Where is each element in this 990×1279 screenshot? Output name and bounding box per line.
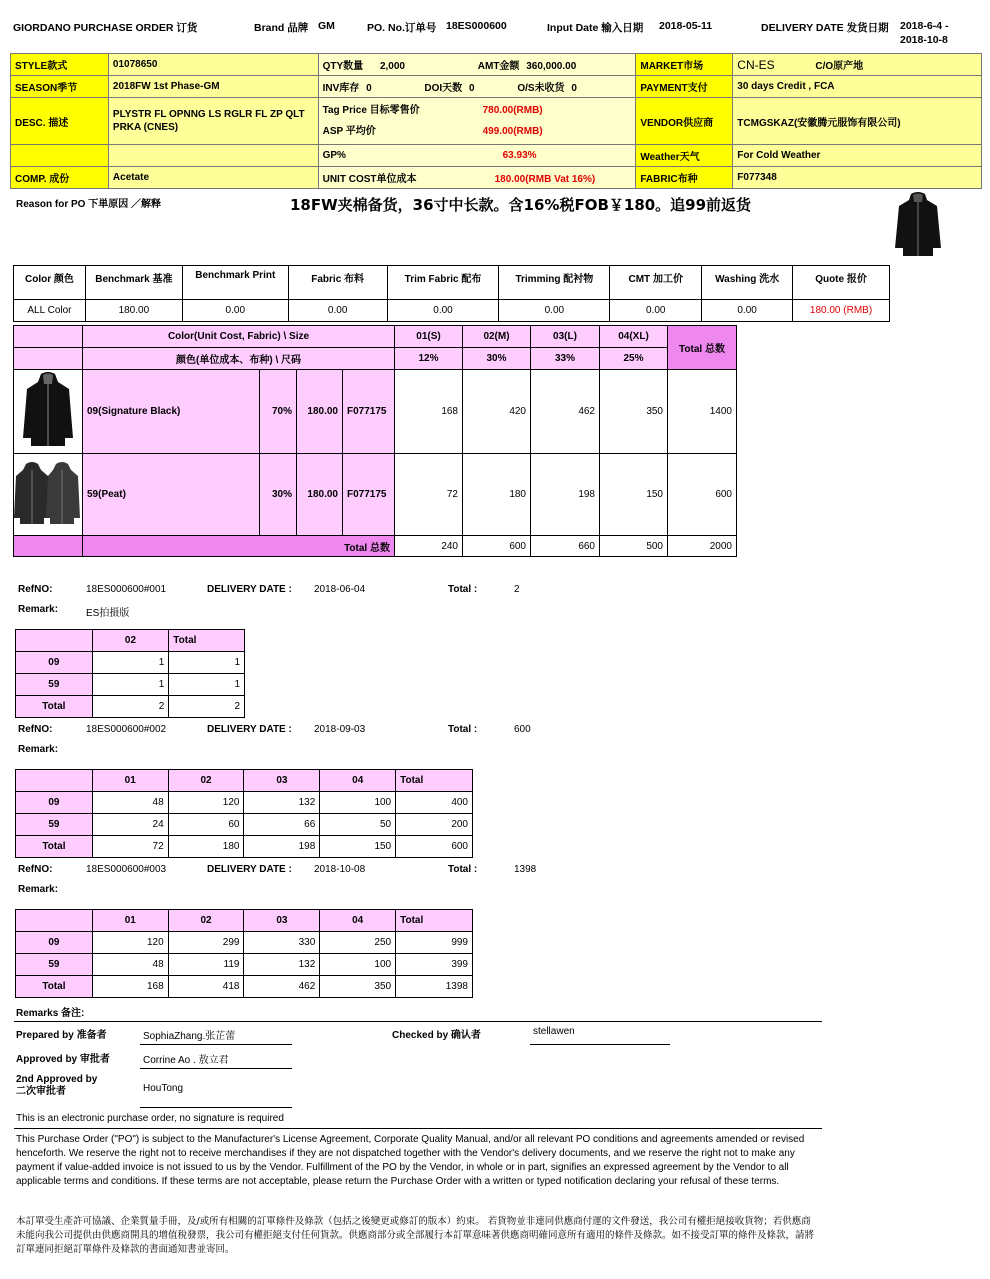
- size-color-table: [13, 325, 737, 557]
- cost-header-row: [14, 266, 890, 300]
- delivery-1-row-09-02: 1: [92, 652, 169, 674]
- season-value: 2018FW 1st Phase-GM: [108, 76, 318, 98]
- delivery-3-row-59-01: 48: [92, 954, 168, 976]
- delivery-3-row-59-04: 100: [320, 954, 396, 976]
- delivery-1-ref-label: RefNO:: [18, 584, 53, 595]
- size-row-black-l: 462: [531, 370, 600, 454]
- os-label: O/S未收货: [517, 83, 565, 94]
- delivery-3-row-59-total: 399: [396, 954, 473, 976]
- delivery-3-header: [16, 910, 473, 932]
- delivery-2-row-09: [16, 792, 473, 814]
- delivery-1-row-09-color: 09: [16, 652, 93, 674]
- size-total-label: Total 总数: [83, 536, 395, 557]
- terms-chinese: 本訂單受生產許可協議、企業質量手冊，及/或所有相關的訂單條件及條款（包括之後變更或修訂的版本）約束。 若貨物並非連同供應商付運的文件發送，我公司有權拒絕接收貨物；若供應商未能向我公司提供由供應商開具的增值稅發票，我公司有權拒絕支付任何貨款。供應商部分或全部履行本訂單意味著供應商明確同意所有適用的條件及條款。如不接受訂單的條件及條款，請將訂單連同拒絕訂單條件及條款的書面通知書並寄回。: [16, 1216, 815, 1255]
- size-total-all: 2000: [668, 536, 737, 557]
- delivery-2-row-09-color: 09: [16, 792, 93, 814]
- po-no-value: 18ES000600: [446, 20, 507, 32]
- desc-value: PLYSTR FL OPNNG LS RGLR FL ZP QLT PRKA (CNES): [108, 98, 318, 145]
- reason-text: 18FW夹棉备货，36寸中长款。含16%税FOB￥180。追99前返货: [290, 196, 752, 214]
- tag-price-label: Tag Price 目标零售价: [322, 105, 420, 116]
- size-row-peat-s: 72: [395, 454, 463, 536]
- price-cell: [318, 98, 636, 145]
- blank-value: [108, 145, 318, 167]
- market-cell: [733, 54, 982, 76]
- delivery-1-total: 2: [514, 584, 520, 595]
- cost-value-fabric: 0.00: [288, 300, 387, 322]
- delivery-3-total: 1398: [514, 864, 537, 875]
- delivery-1-row-59-02: 1: [92, 674, 169, 696]
- delivery-3-col-total: Total: [396, 910, 473, 932]
- delivery-1-total-label: Total :: [448, 584, 478, 595]
- delivery-2-row-09-total: 400: [396, 792, 473, 814]
- approved-label: Approved by 审批者: [16, 1054, 110, 1065]
- second-approved-value: HouTong: [143, 1083, 184, 1094]
- season-label: SEASON季节: [11, 76, 109, 98]
- delivery-1-table: [15, 629, 245, 718]
- cost-value-benchmark-print: 0.00: [182, 300, 288, 322]
- cost-value-cmt: 0.00: [610, 300, 702, 322]
- comp-label: COMP. 成份: [11, 167, 109, 189]
- cost-header-color: Color 颜色: [14, 266, 86, 300]
- delivery-3-row-59: [16, 954, 473, 976]
- size-row-black-fabric: F077175: [343, 370, 395, 454]
- remarks-divider: [14, 1021, 822, 1022]
- size-row-black: [14, 370, 737, 454]
- weather-label: Weather天气: [636, 145, 733, 167]
- delivery-2-foot-01: 72: [92, 836, 168, 858]
- delivery-2-foot-label: Total: [16, 836, 93, 858]
- delivery-1-row-09: [16, 652, 245, 674]
- cost-value-benchmark: 180.00: [85, 300, 182, 322]
- delivery-2-col-total: Total: [396, 770, 473, 792]
- style-value: 01078650: [108, 54, 318, 76]
- delivery-2-row-59-03: 66: [244, 814, 320, 836]
- checked-line: [530, 1044, 670, 1045]
- weather-value: For Cold Weather: [733, 145, 982, 167]
- asp-value: 499.00(RMB): [482, 126, 543, 137]
- size-row-peat-fabric: F077175: [343, 454, 395, 536]
- comp-value: Acetate: [108, 167, 318, 189]
- cost-header-fabric: Fabric 布料: [288, 266, 387, 300]
- delivery-date-label: DELIVERY DATE 发货日期: [761, 22, 889, 34]
- delivery-2-foot-total: 600: [396, 836, 473, 858]
- delivery-1-row-59-color: 59: [16, 674, 93, 696]
- approved-value: Corrine Ao . 敖立君: [143, 1055, 229, 1066]
- color-image-peat: [14, 454, 83, 536]
- size-row-peat-total: 600: [668, 454, 737, 536]
- inv-cell: [318, 76, 636, 98]
- delivery-3-row-59-03: 132: [244, 954, 320, 976]
- delivery-3-ref-label: RefNO:: [18, 864, 53, 875]
- delivery-3-row-59-color: 59: [16, 954, 93, 976]
- cost-value-quote: 180.00 (RMB): [793, 300, 890, 322]
- size-row-peat-l: 198: [531, 454, 600, 536]
- size-header-zh: 颜色(单位成本、布种) \ 尺码: [83, 348, 395, 370]
- size-row-black-cost: 180.00: [297, 370, 343, 454]
- amt-value: 360,000.00: [526, 61, 577, 72]
- brand-label: Brand 品牌: [254, 22, 309, 34]
- market-label: MARKET市场: [636, 54, 733, 76]
- size-header-l: 03(L): [531, 326, 600, 348]
- delivery-3-corner: [16, 910, 93, 932]
- prepared-label: Prepared by 准备者: [16, 1030, 107, 1041]
- input-date-value: 2018-05-11: [659, 20, 713, 32]
- input-date-label: Input Date 输入日期: [547, 22, 644, 34]
- cost-value-washing: 0.00: [702, 300, 793, 322]
- gp-label: GP%: [322, 150, 346, 161]
- size-pct-l: 33%: [531, 348, 600, 370]
- doi-label: DOI天数: [424, 83, 463, 94]
- delivery-date-start: 2018-6-4 -: [900, 20, 949, 32]
- prepared-line: [140, 1044, 292, 1045]
- delivery-2-corner: [16, 770, 93, 792]
- size-header-row-2: [14, 348, 737, 370]
- delivery-3-foot-01: 168: [92, 976, 168, 998]
- delivery-2-row-09-04: 100: [320, 792, 396, 814]
- size-row-black-m: 420: [463, 370, 531, 454]
- delivery-3-foot-total: 1398: [396, 976, 473, 998]
- delivery-1-foot-label: Total: [16, 696, 93, 718]
- vendor-label: VENDOR供应商: [636, 98, 733, 145]
- size-total-l: 660: [531, 536, 600, 557]
- vendor-value: TCMGSKAZ(安徽腾元服饰有限公司): [733, 98, 982, 145]
- delivery-3-row-09-02: 299: [168, 932, 244, 954]
- delivery-3-row-09-04: 250: [320, 932, 396, 954]
- delivery-1-date-label: DELIVERY DATE :: [207, 584, 292, 595]
- size-pct-s: 12%: [395, 348, 463, 370]
- size-header-m: 02(M): [463, 326, 531, 348]
- po-info-table: [10, 53, 982, 189]
- delivery-3-foot-03: 462: [244, 976, 320, 998]
- delivery-1-row-59-total: 1: [169, 674, 245, 696]
- delivery-1-row-59: [16, 674, 245, 696]
- delivery-3-row-09-01: 120: [92, 932, 168, 954]
- size-row-peat-pct: 30%: [260, 454, 297, 536]
- peat-jacket-icon: [14, 458, 82, 528]
- delivery-3-foot-label: Total: [16, 976, 93, 998]
- delivery-3-row-59-02: 119: [168, 954, 244, 976]
- size-pct-m: 30%: [463, 348, 531, 370]
- size-header-blank-1: [14, 326, 83, 348]
- delivery-2-ref-label: RefNO:: [18, 724, 53, 735]
- delivery-2-remark-label: Remark:: [18, 744, 59, 755]
- delivery-1-remark: ES拍摄版: [86, 608, 130, 619]
- size-row-black-total: 1400: [668, 370, 737, 454]
- delivery-2-col-02: 02: [168, 770, 244, 792]
- delivery-3-date: 2018-10-08: [314, 864, 366, 875]
- delivery-3-col-04: 04: [320, 910, 396, 932]
- size-row-black-pct: 70%: [260, 370, 297, 454]
- checked-label: Checked by 确认者: [392, 1030, 481, 1041]
- delivery-2-ref: 18ES000600#002: [86, 724, 167, 735]
- qty-value: 2,000: [379, 61, 405, 72]
- cost-header-benchmark: Benchmark 基准: [85, 266, 182, 300]
- size-row-black-s: 168: [395, 370, 463, 454]
- co-label: C/O原产地: [815, 61, 864, 72]
- terms-english: This Purchase Order ("PO") is subject to the Manufacturer's License Agreement, Corporate Quality Manual, and/or all relevant PO conditions and agreements amended or revised henceforth. We reserve the right not to receive merchandises if they are not dispatched together with the Vendor's delivery documents, and we reserve the right not to make any payment if value-added invoice is not issued to us by the Vendor. Fulfillment of the PO by the Vendor, in whole or in part, signifies an expressed agreement by the Vendor to all applicable terms and conditions. If these terms are not acceptable, please return the Purchase Order with a written or typed notification declaring your refusal of these terms.: [16, 1134, 805, 1187]
- inv-label: INV库存: [322, 83, 360, 94]
- delivery-3-date-label: DELIVERY DATE :: [207, 864, 292, 875]
- amt-label: AMT金额: [477, 61, 520, 72]
- cost-header-quote: Quote 报价: [793, 266, 890, 300]
- delivery-3-col-01: 01: [92, 910, 168, 932]
- size-total-xl: 500: [600, 536, 668, 557]
- size-row-black-color: 09(Signature Black): [83, 370, 260, 454]
- delivery-1-corner: [16, 630, 93, 652]
- po-title: GIORDANO PURCHASE ORDER 订货: [13, 22, 198, 34]
- cost-value-trim-fabric: 0.00: [387, 300, 499, 322]
- delivery-3-row-09-color: 09: [16, 932, 93, 954]
- delivery-1-remark-label: Remark:: [18, 604, 59, 615]
- delivery-2-col-04: 04: [320, 770, 396, 792]
- unit-cost-label: UNIT COST单位成本: [322, 174, 417, 185]
- delivery-3-row-09: [16, 932, 473, 954]
- delivery-2-row-59-total: 200: [396, 814, 473, 836]
- delivery-3-foot-04: 350: [320, 976, 396, 998]
- size-total-s: 240: [395, 536, 463, 557]
- delivery-1-ref: 18ES000600#001: [86, 584, 167, 595]
- checked-value: stellawen: [533, 1026, 575, 1037]
- cost-breakdown-table: [13, 265, 890, 322]
- tag-price-value: 780.00(RMB): [482, 105, 543, 116]
- delivery-1-total-row: [16, 696, 245, 718]
- delivery-2-col-01: 01: [92, 770, 168, 792]
- delivery-2-foot-03: 198: [244, 836, 320, 858]
- delivery-1-foot-02: 2: [92, 696, 169, 718]
- delivery-2-col-03: 03: [244, 770, 320, 792]
- delivery-2-row-59-01: 24: [92, 814, 168, 836]
- size-pct-xl: 25%: [600, 348, 668, 370]
- size-row-black-xl: 350: [600, 370, 668, 454]
- gp-value: 63.93%: [502, 150, 537, 161]
- delivery-1-row-09-total: 1: [169, 652, 245, 674]
- style-label: STYLE款式: [11, 54, 109, 76]
- delivery-2-row-59-04: 50: [320, 814, 396, 836]
- size-total-blank: [14, 536, 83, 557]
- delivery-2-row-59-02: 60: [168, 814, 244, 836]
- delivery-date-end: 2018-10-8: [900, 34, 948, 46]
- second-approved-label-zh: 二次审批者: [16, 1086, 66, 1097]
- po-no-label: PO. No.订单号: [367, 22, 437, 34]
- second-approved-label: [16, 1074, 97, 1098]
- doi-value: 0: [468, 83, 475, 94]
- delivery-3-row-09-total: 999: [396, 932, 473, 954]
- delivery-1-col-02: 02: [92, 630, 169, 652]
- black-jacket-icon: [21, 370, 75, 450]
- delivery-3-row-09-03: 330: [244, 932, 320, 954]
- delivery-2-foot-04: 150: [320, 836, 396, 858]
- delivery-3-total-label: Total :: [448, 864, 478, 875]
- asp-label: ASP 平均价: [322, 126, 376, 137]
- delivery-3-col-02: 02: [168, 910, 244, 932]
- size-row-peat: [14, 454, 737, 536]
- delivery-2-total: 600: [514, 724, 531, 735]
- gp-cell: [318, 145, 636, 167]
- delivery-1-foot-total: 2: [169, 696, 245, 718]
- prepared-value: SophiaZhang.张芷蕾: [143, 1031, 236, 1042]
- delivery-3-table: [15, 909, 473, 998]
- delivery-2-date-label: DELIVERY DATE :: [207, 724, 292, 735]
- jacket-thumbnail-icon: [893, 190, 943, 260]
- cost-value-row: [14, 300, 890, 322]
- delivery-1-date: 2018-06-04: [314, 584, 366, 595]
- market-value: CN-ES: [737, 58, 775, 72]
- cost-header-washing: Washing 洗水: [702, 266, 793, 300]
- size-header-row-1: [14, 326, 737, 348]
- delivery-2-total-label: Total :: [448, 724, 478, 735]
- size-header-xl: 04(XL): [600, 326, 668, 348]
- desc-label: DESC. 描述: [11, 98, 109, 145]
- delivery-2-row-59: [16, 814, 473, 836]
- qty-amt-cell: [318, 54, 636, 76]
- delivery-3-remark-label: Remark:: [18, 884, 59, 895]
- delivery-1-header: [16, 630, 245, 652]
- remarks-label: Remarks 备注:: [16, 1008, 85, 1019]
- payment-label: PAYMENT支付: [636, 76, 733, 98]
- delivery-2-row-09-02: 120: [168, 792, 244, 814]
- delivery-3-col-03: 03: [244, 910, 320, 932]
- second-approved-label-en: 2nd Approved by: [16, 1074, 98, 1085]
- approved-line: [140, 1068, 292, 1069]
- cost-header-trimming: Trimming 配衬物: [499, 266, 610, 300]
- terms-divider: [14, 1128, 822, 1129]
- cost-header-benchmark-print: Benchmark Print: [182, 266, 288, 300]
- delivery-2-date: 2018-09-03: [314, 724, 366, 735]
- blank-label: [11, 145, 109, 167]
- unit-cost-value: 180.00(RMB Vat 16%): [494, 174, 596, 185]
- cost-header-trim-fabric: Trim Fabric 配布: [387, 266, 499, 300]
- delivery-2-row-59-color: 59: [16, 814, 93, 836]
- size-row-peat-xl: 150: [600, 454, 668, 536]
- cost-header-cmt: CMT 加工价: [610, 266, 702, 300]
- qty-label: QTY数量: [322, 61, 364, 72]
- delivery-2-row-09-03: 132: [244, 792, 320, 814]
- delivery-3-ref: 18ES000600#003: [86, 864, 167, 875]
- fabric-label: FABRIC布种: [636, 167, 733, 189]
- size-row-peat-m: 180: [463, 454, 531, 536]
- payment-value: 30 days Credit , FCA: [733, 76, 982, 98]
- second-approved-line: [140, 1107, 292, 1108]
- unit-cost-cell: [318, 167, 636, 189]
- delivery-2-header: [16, 770, 473, 792]
- size-header-blank-2: [14, 348, 83, 370]
- delivery-3-total-row: [16, 976, 473, 998]
- delivery-3-foot-02: 418: [168, 976, 244, 998]
- brand-value: GM: [318, 20, 335, 32]
- inv-value: 0: [366, 83, 372, 94]
- delivery-2-row-09-01: 48: [92, 792, 168, 814]
- reason-label: Reason for PO 下単原因 ／解释: [16, 199, 162, 210]
- cost-value-trimming: 0.00: [499, 300, 610, 322]
- delivery-1-col-total: Total: [169, 630, 245, 652]
- os-value: 0: [571, 83, 577, 94]
- cost-value-color: ALL Color: [14, 300, 86, 322]
- size-header-s: 01(S): [395, 326, 463, 348]
- size-row-peat-color: 59(Peat): [83, 454, 260, 536]
- delivery-2-total-row: [16, 836, 473, 858]
- delivery-2-table: [15, 769, 473, 858]
- size-header-en: Color(Unit Cost, Fabric) \ Size: [83, 326, 395, 348]
- delivery-2-foot-02: 180: [168, 836, 244, 858]
- size-total-m: 600: [463, 536, 531, 557]
- color-image-black: [14, 370, 83, 454]
- electronic-note: This is an electronic purchase order, no signature is required: [16, 1113, 284, 1124]
- size-row-peat-cost: 180.00: [297, 454, 343, 536]
- size-header-total: Total 总数: [668, 326, 737, 370]
- size-total-row: [14, 536, 737, 557]
- fabric-value: F077348: [733, 167, 982, 189]
